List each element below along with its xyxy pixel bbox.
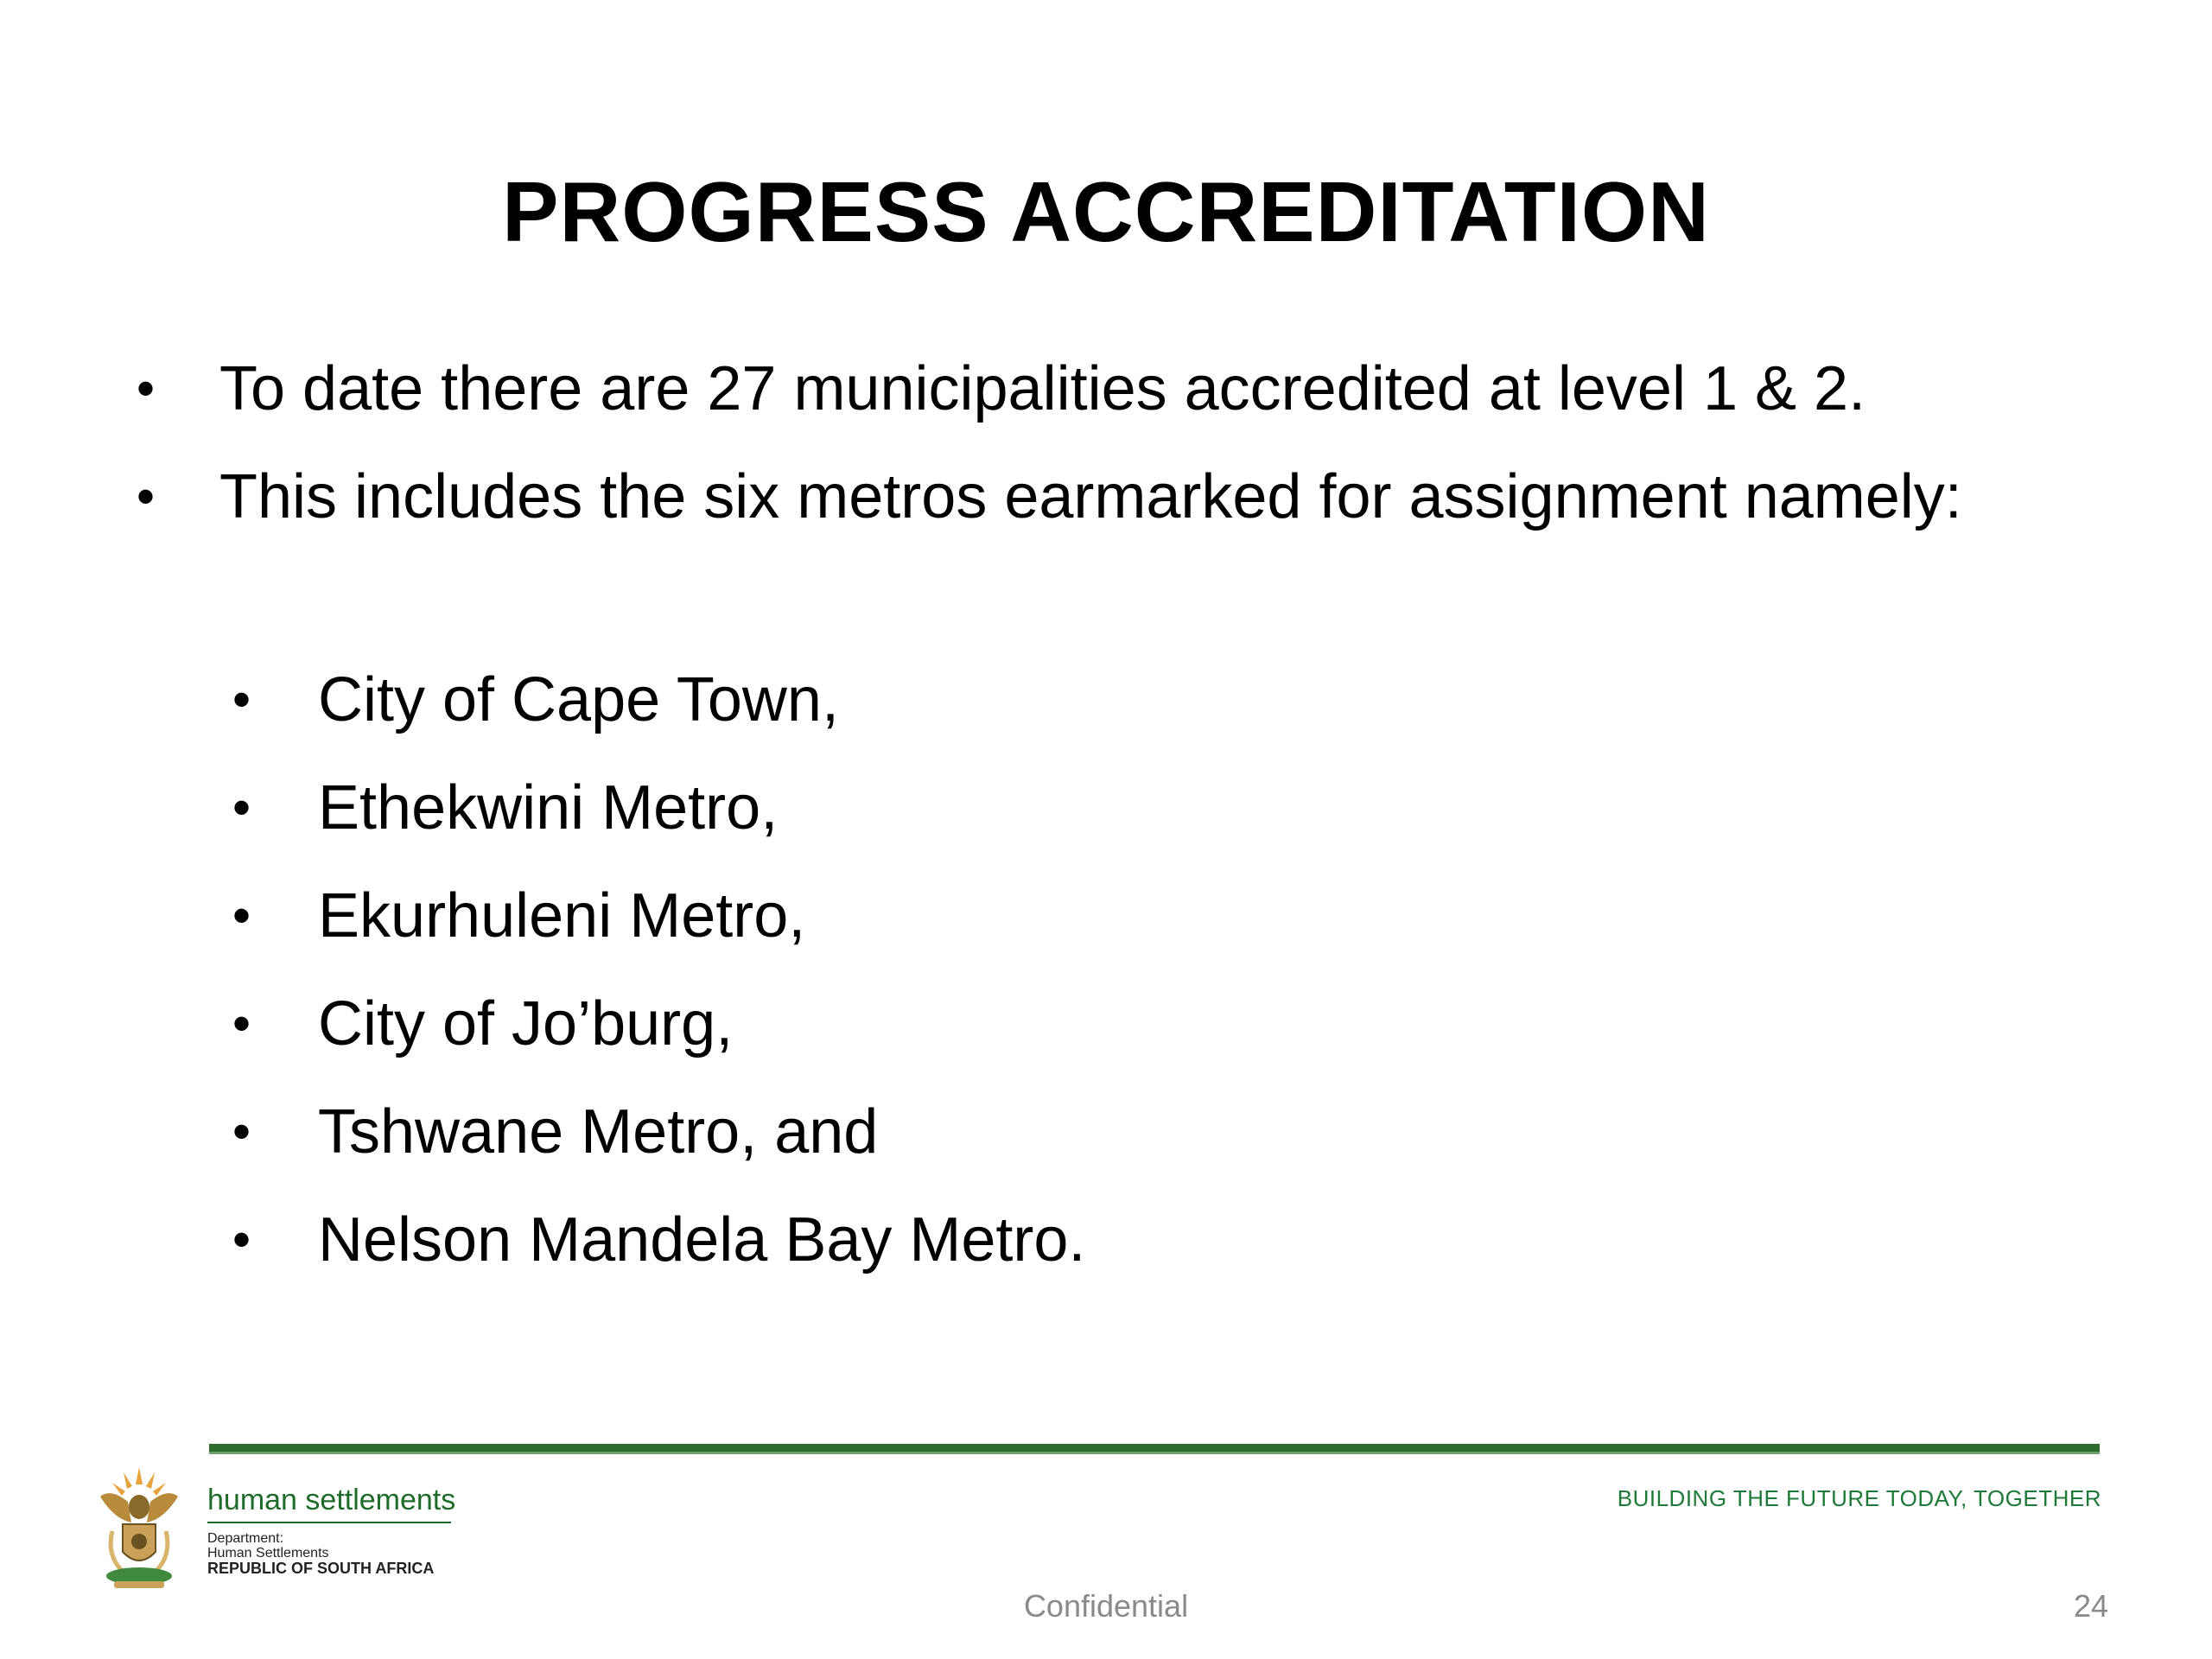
sub-bullet-item-6 (229, 1195, 1784, 1285)
sub-bullet-item-2 (229, 763, 1784, 853)
coat-of-arms-icon (93, 1462, 185, 1592)
sub-bullet-text-5: Tshwane Metro, and (318, 1097, 879, 1166)
sub-bullet-dot: • (232, 671, 251, 728)
bullet-text-2: This includes the six metros earmarked for assignment namely: (219, 462, 1962, 531)
dept-line-1: Department: (207, 1531, 284, 1546)
sub-bullet-item-1 (229, 655, 1784, 745)
sub-bullet-text-3: Ekurhuleni Metro, (318, 881, 806, 950)
sub-bullet-item-4 (229, 979, 1784, 1069)
sub-bullet-text-4: City of Jo’burg, (318, 989, 734, 1058)
bullet-item-2 (130, 452, 2108, 542)
sub-bullet-text-1: City of Cape Town, (318, 665, 839, 734)
bullet-text-1: To date there are 27 municipalities accredited at level 1 & 2. (219, 354, 1866, 423)
footer-rule (209, 1444, 2100, 1454)
bullet-item-1 (130, 344, 2108, 434)
sub-bullet-dot: • (232, 1103, 251, 1160)
dept-line-2: Human Settlements (207, 1546, 329, 1560)
sub-bullet-text-6: Nelson Mandela Bay Metro. (318, 1205, 1086, 1274)
sub-bullet-dot: • (232, 779, 251, 836)
dept-country: REPUBLIC OF SOUTH AFRICA (207, 1560, 435, 1577)
bullet-dot: • (137, 359, 156, 417)
page-number: 24 (2073, 1588, 2108, 1624)
sub-bullet-dot: • (232, 887, 251, 944)
sub-bullet-dot: • (232, 995, 251, 1052)
sub-bullet-item-5 (229, 1087, 1784, 1177)
sub-bullet-item-3 (229, 871, 1784, 961)
footer-tagline: BUILDING THE FUTURE TODAY, TOGETHER (1617, 1485, 2101, 1511)
bullet-dot: • (137, 467, 156, 525)
confidential-label: Confidential (1023, 1588, 1189, 1624)
slide-title: PROGRESS ACCREDITATION (502, 164, 1710, 259)
sub-bullet-dot: • (232, 1211, 251, 1268)
dept-underline (207, 1522, 451, 1523)
sub-bullet-text-2: Ethekwini Metro, (318, 773, 779, 842)
dept-name: human settlements (207, 1484, 456, 1516)
